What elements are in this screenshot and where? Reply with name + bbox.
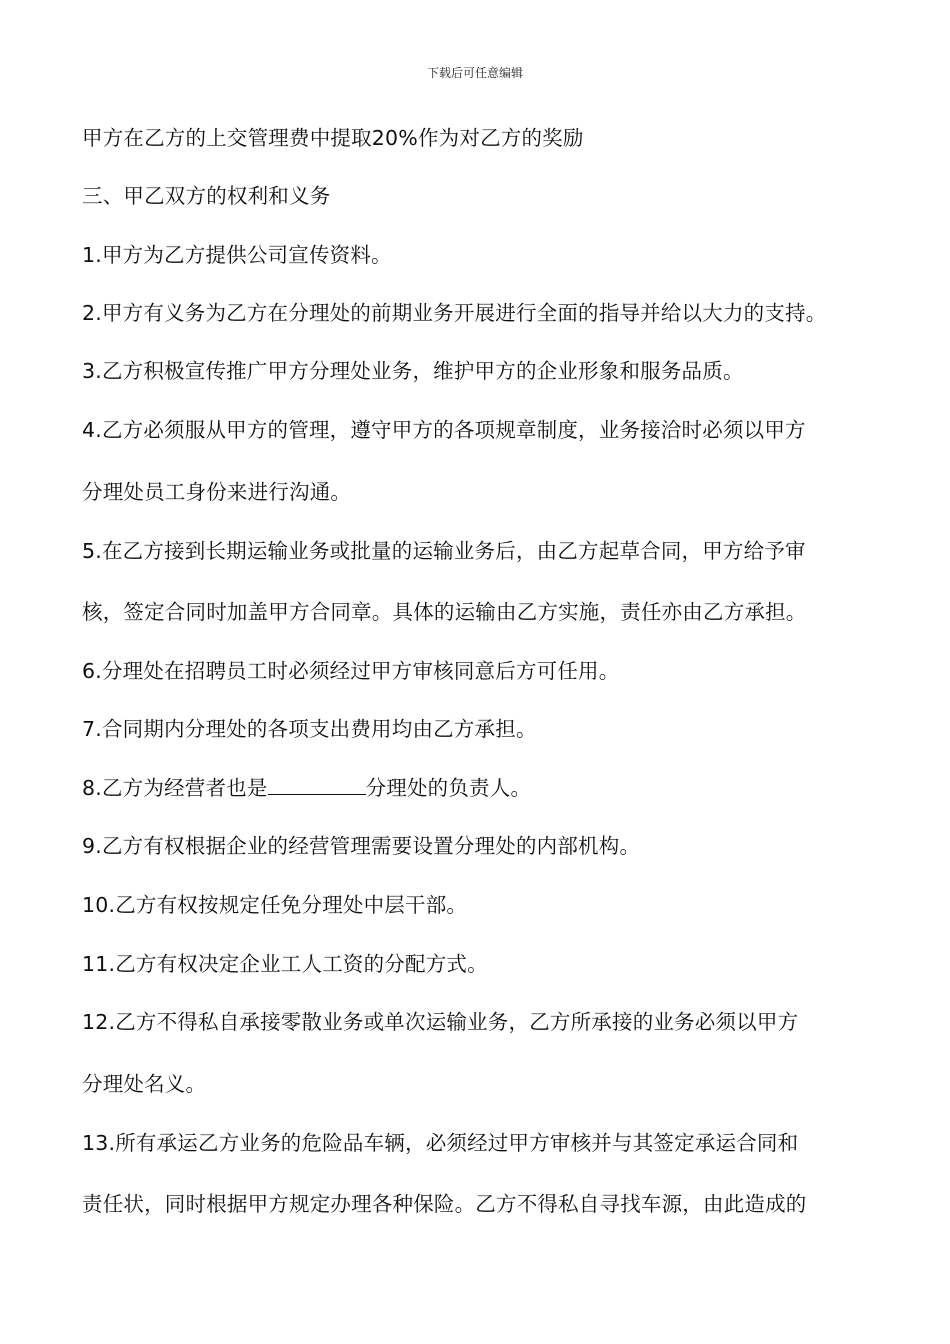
clause-5-line-1: 5.在乙方接到长期运输业务或批量的运输业务后，由乙方起草合同，甲方给予审 [82, 539, 806, 563]
clause-3: 3.乙方积极宣传推广甲方分理处业务，维护甲方的企业形象和服务品质。 [82, 359, 744, 383]
clause-7: 7.合同期内分理处的各项支出费用均由乙方承担。 [82, 717, 537, 741]
clause-8-suffix: 分理处的负责人。 [365, 776, 532, 800]
blank-line [268, 776, 366, 795]
clause-4-line-1: 4.乙方必须服从甲方的管理，遵守甲方的各项规章制度，业务接洽时必须以甲方 [82, 418, 806, 442]
paragraph-line-1: 甲方在乙方的上交管理费中提取20%作为对乙方的奖励 [82, 126, 584, 150]
clause-4-line-2: 分理处员工身份来进行沟通。 [82, 480, 352, 504]
clause-12-line-2: 分理处名义。 [82, 1072, 207, 1096]
clause-2: 2.甲方有义务为乙方在分理处的前期业务开展进行全面的指导并给以大力的支持。 [82, 301, 827, 325]
clause-13-line-2: 责任状，同时根据甲方规定办理各种保险。乙方不得私自寻找车源，由此造成的 [82, 1192, 807, 1216]
clause-1: 1.甲方为乙方提供公司宣传资料。 [82, 243, 392, 267]
clause-9: 9.乙方有权根据企业的经营管理需要设置分理处的内部机构。 [82, 834, 641, 858]
clause-8 [82, 774, 882, 802]
header-note: 下载后可任意编辑 [426, 66, 523, 80]
clause-11: 11.乙方有权决定企业工人工资的分配方式。 [82, 952, 488, 976]
clause-6: 6.分理处在招聘员工时必须经过甲方审核同意后方可任用。 [82, 659, 620, 683]
clause-12-line-1: 12.乙方不得私自承接零散业务或单次运输业务，乙方所承接的业务必须以甲方 [82, 1010, 799, 1034]
section-heading: 三、甲乙双方的权利和义务 [82, 184, 331, 208]
clause-8-prefix: 8.乙方为经营者也是 [82, 776, 268, 800]
clause-10: 10.乙方有权按规定任免分理处中层干部。 [82, 893, 468, 917]
clause-13-line-1: 13.所有承运乙方业务的危险品车辆，必须经过甲方审核并与其签定承运合同和 [82, 1131, 799, 1155]
clause-5-line-2: 核，签定合同时加盖甲方合同章。具体的运输由乙方实施，责任亦由乙方承担。 [82, 600, 807, 624]
